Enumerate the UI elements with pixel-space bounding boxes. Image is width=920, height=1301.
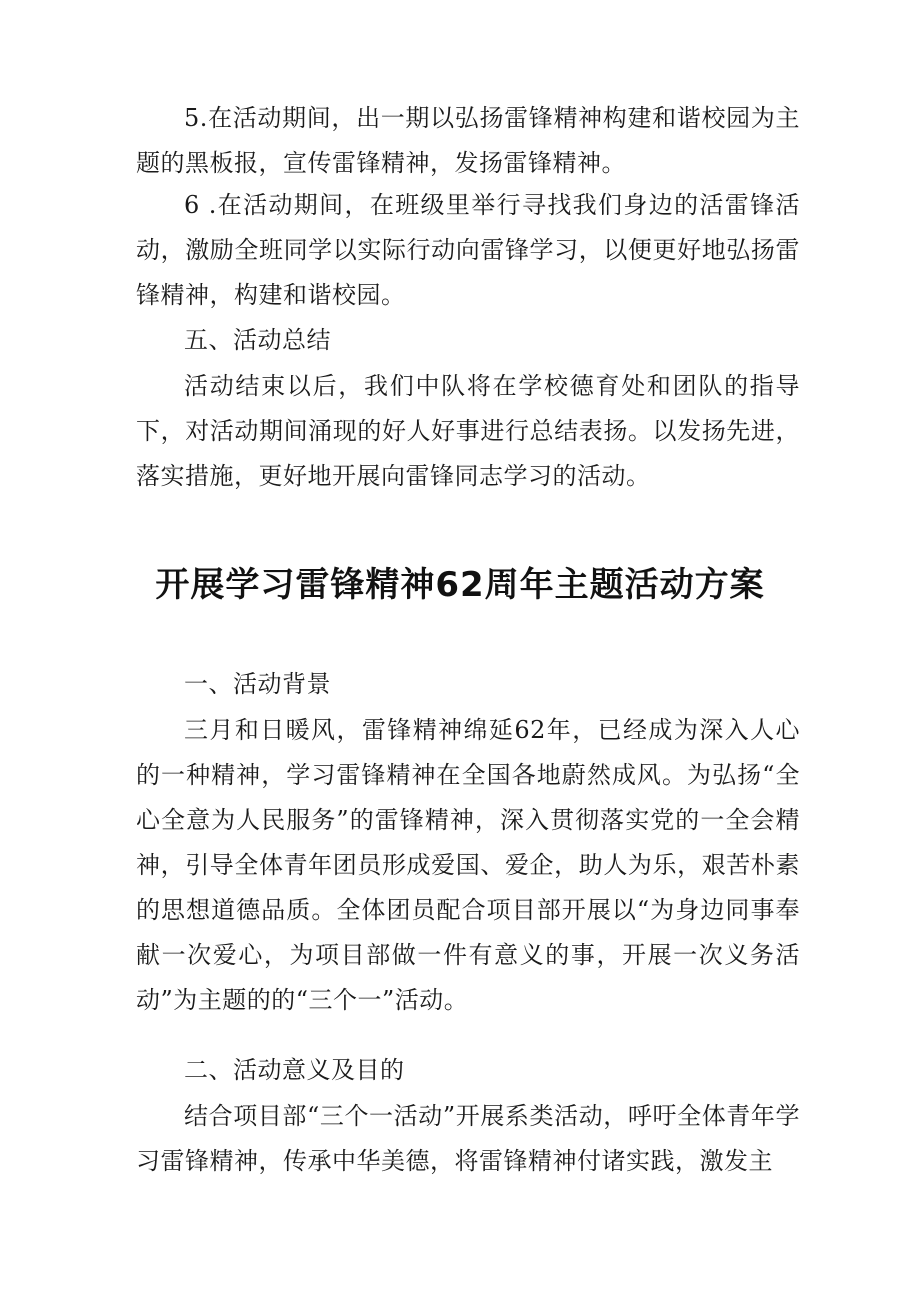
paragraph-purpose: 结合项目部“三个一活动”开展系类活动，呼吁全体青年学习雷锋精神，传承中华美德，将雷锋精神付诸实践，激发主 (136, 1102, 800, 1175)
section-heading-background: 一、活动背景 (184, 670, 331, 698)
paragraph-item-6: 6 .在活动期间，在班级里举行寻找我们身边的活雷锋活动，激励全班同学以实际行动向雷锋学习，以便更好地弘扬雷锋精神，构建和谐校园。 (136, 191, 800, 309)
paragraph-summary: 活动结束以后，我们中队将在学校德育处和团队的指导下，对活动期间涌现的好人好事进行总结表扬。以发扬先进，落实措施，更好地开展向雷锋同志学习的活动。 (136, 372, 800, 490)
paragraph-item-5: 5.在活动期间，出一期以弘扬雷锋精神构建和谐校园为主题的黑板报，宣传雷锋精神，发扬雷锋精神。 (136, 104, 800, 177)
section-heading-summary: 五、活动总结 (184, 326, 331, 354)
document-title: 开展学习雷锋精神62周年主题活动方案 (155, 565, 765, 605)
section-heading-purpose: 二、活动意义及目的 (184, 1056, 405, 1084)
paragraph-background: 三月和日暖风，雷锋精神绵延62年，已经成为深入人心的一种精神，学习雷锋精神在全国各地蔚然成风。为弘扬“全心全意为人民服务”的雷锋精神，深入贯彻落实党的一全会精神，引导全体青年团员形成爱国、爱企，助人为乐，艰苦朴素的思想道德品质。全体团员配合项目部开展以“为身边同事奉献一次爱心，为项目部做一件有意义的事，开展一次义务活动”为主题的的“三个一”活动。 (136, 716, 800, 1014)
